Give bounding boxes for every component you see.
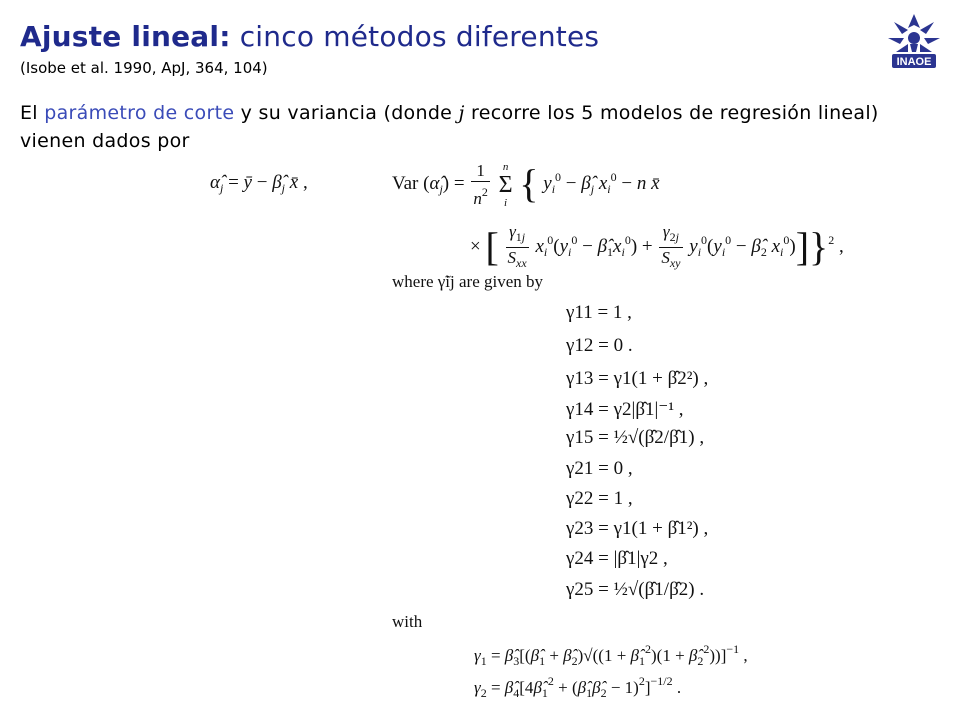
gamma2-equation: $\gamma_2$ = $\betâ_4[4\betâ_1^2$ + $(\betâ_1\betâ_2 - 1)^2]^{-1/2}$ . — [474, 674, 682, 700]
gamma-row: γ23 = γ1(1 + β̂1²) , — [566, 518, 709, 539]
gamma1-equation: $\gamma_1$ = $\betâ_3[(\betâ_1$ + $\betâ_2)√((1$ + $\betâ_1^2)(1$ + $\betâ_2^2))]^{-1}$ , — [474, 642, 748, 668]
title-bold: Ajuste lineal: — [20, 20, 231, 53]
gamma-row: γ13 = γ1(1 + β̂2²) , — [566, 368, 709, 389]
page-title — [20, 20, 599, 53]
gamma-row: γ24 = |β̂1|γ2 , — [566, 548, 668, 569]
intro-text-2: y su variancia (donde — [234, 102, 459, 124]
gamma-row: γ14 = γ2|β̂1|⁻¹ , — [566, 399, 684, 420]
intro-paragraph — [20, 99, 900, 155]
intro-text-1: El — [20, 102, 45, 124]
variance-equation: Var $(\alphâ_j)$ = $\frac{1}{n^2}$ n Σ i { $y_i^0$ − $\betâ_j$ $x_i^0 - n$ x̄ — [392, 160, 660, 209]
gamma-row: γ15 = ½√(β̂2/β̂1) , — [566, 427, 705, 448]
gamma-row: γ11 = 1 , — [566, 302, 632, 323]
gamma-row: γ21 = 0 , — [566, 458, 633, 479]
intro-highlight: parámetro de corte — [44, 102, 235, 124]
logo-text: INAOE — [896, 56, 932, 68]
intro-j-variable: j — [458, 102, 465, 124]
intro-text-3: recorre los 5 modelos de regresión lineal) vienen dados por — [20, 102, 879, 152]
citation: (Isobe et al. 1990, ApJ, 364, 104) — [20, 59, 268, 77]
gamma-row: γ12 = 0 . — [566, 335, 633, 356]
with-label: with — [392, 612, 423, 631]
alpha-equation: $\alphâ_j$ = ȳ − $\betâ_j$ x̄ , — [210, 172, 308, 195]
gamma-row: γ22 = 1 , — [566, 488, 633, 509]
where-label: where γ̃ij are given by — [392, 272, 544, 291]
variance-equation-line2: × [ $\frac{\gamma_{1j}}{S_{xx}}$ $x_i^0(y_i^0$ − $\betâ_1x_i^0$) + $\frac{\gamma_{2j}}{S_{xy}}$ $y_i^0(y_i^0$ − $\betâ_2$ $x_i^0)]\}^2$ , — [470, 222, 844, 270]
title-rest: cinco métodos diferentes — [230, 20, 600, 53]
gamma-row: γ25 = ½√(β̂1/β̂2) . — [566, 579, 705, 600]
inaoe-logo-icon — [880, 8, 948, 74]
inaoe-logo — [880, 8, 948, 74]
